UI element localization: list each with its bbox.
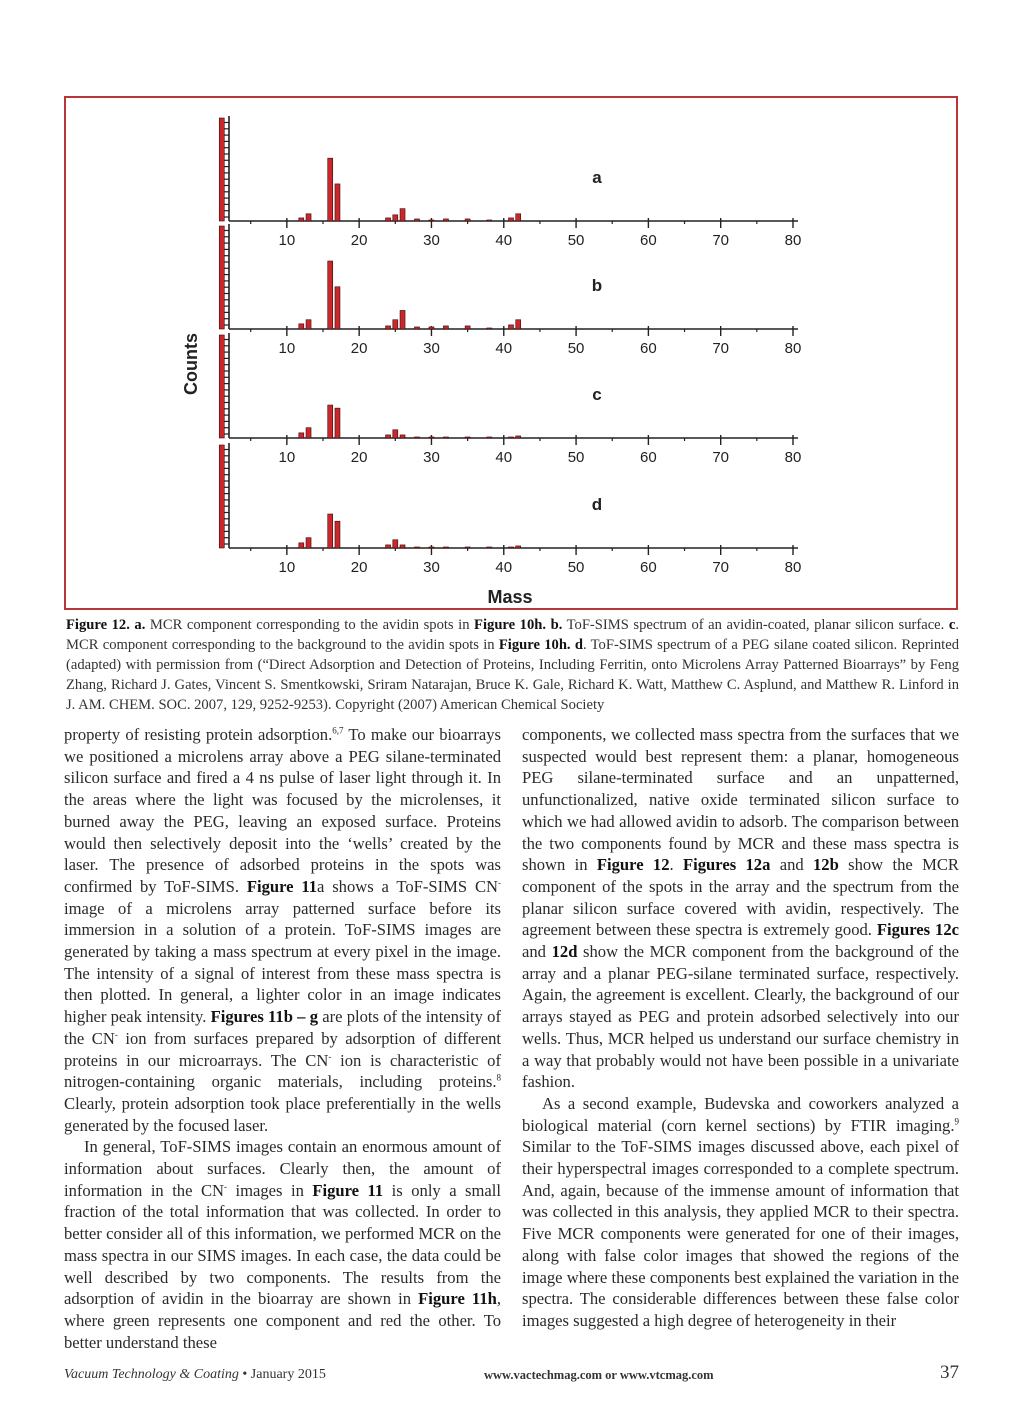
x-tick-label: 30 — [423, 340, 440, 357]
spectrum-bar — [429, 220, 434, 221]
spectrum-bar — [306, 320, 311, 329]
spectrum-bar — [465, 219, 470, 221]
x-tick-label: 70 — [712, 449, 730, 466]
spectrum-bar — [306, 428, 311, 438]
spectrum-bar — [393, 430, 398, 438]
spectrum-bar — [400, 545, 405, 548]
spectrum-bar — [443, 326, 448, 329]
paragraph: As a second example, Budevska and coworkers analyzed a biological material (corn kernel sections) by FTIR imaging.$^9$ Similar to the ToF-SIMS images discussed above, each pixel of their hyperspectral images corresponded to a complete spectrum. And, again, because of the immense amount of information that was collected in this analysis, they applied MCR to their spectra. Five MCR components were generated for one of their images, along with false color images that showed the regions of the image where these components best explained the variation in the spectra. The considerable differences between these false color images suggested a high degree of heterogeneity in their — [522, 1093, 959, 1330]
x-tick-label: 30 — [423, 449, 440, 466]
x-tick-label: 70 — [712, 559, 730, 576]
spectra-chart — [66, 98, 960, 612]
x-tick-label: 10 — [278, 232, 296, 249]
spectrum-bar — [465, 326, 470, 329]
spectrum-bar — [465, 547, 470, 548]
spectrum-bar — [516, 320, 521, 329]
spectrum-bar — [400, 310, 405, 329]
x-tick-label: 30 — [423, 232, 440, 249]
spectrum-bar — [400, 209, 405, 221]
x-tick-label: 50 — [567, 340, 585, 357]
x-tick-label: 60 — [640, 340, 657, 357]
spectrum-bar — [299, 218, 304, 221]
y-axis-label: Counts — [181, 333, 201, 395]
body-column-left — [64, 724, 501, 1353]
spectrum-bar — [516, 436, 521, 438]
panel-label: c — [592, 385, 602, 404]
spectrum-bar — [386, 218, 391, 221]
x-tick-label: 40 — [495, 340, 513, 357]
x-tick-label: 20 — [350, 449, 368, 466]
spectrum-bar — [415, 437, 420, 438]
spectrum-bar — [219, 335, 224, 438]
spectrum-bar — [487, 547, 492, 548]
x-tick-label: 80 — [784, 449, 802, 466]
spectrum-bar — [335, 287, 340, 329]
x-tick-label: 70 — [712, 232, 730, 249]
x-tick-label: 20 — [350, 232, 368, 249]
x-tick-label: 20 — [350, 340, 368, 357]
spectrum-bar — [328, 405, 333, 438]
spectrum-bar — [219, 445, 224, 548]
journal-name: Vacuum Technology & Coating • January 2015 — [64, 1367, 326, 1382]
spectrum-bar — [328, 514, 333, 548]
spectrum-bar — [429, 327, 434, 329]
spectrum-bar — [516, 214, 521, 221]
issue-date: January 2015 — [250, 1367, 326, 1382]
spectrum-bar — [516, 546, 521, 548]
body-column-right — [522, 724, 959, 1332]
page-number: 37 — [940, 1362, 959, 1383]
x-tick-label: 80 — [784, 559, 802, 576]
spectrum-bar — [415, 219, 420, 221]
x-tick-label: 40 — [495, 559, 513, 576]
spectrum-bar — [429, 437, 434, 438]
spectrum-bar — [306, 538, 311, 548]
x-tick-label: 80 — [784, 340, 802, 357]
spectrum-bar — [299, 324, 304, 329]
spectrum-bar — [328, 261, 333, 329]
paragraph: components, we collected mass spectra from the surfaces that we suspected would best represent them: a planar, homogeneous PEG silane-terminated surface and an unpatterned, unfunctionalized, native oxide terminated silicon surface to which we had allowed avidin to adsorb. The comparison between the two components found by MCR and these mass spectra is shown in Figure 12. Figures 12a and 12b show the MCR component of the spots in the array and the spectrum from the planar silicon surface covered with avidin, respectively. The agreement between these spectra is extremely good. Figures 12c and 12d show the MCR component from the background of the array and a planar PEG-silane terminated surface, respectively. Again, the agreement is excellent. Clearly, the background of our arrays stayed as PEG and protein adsorbed selectively into our wells. Thus, MCR helped us understand our surface chemistry in a way that probably would not have been possible in a univariate fashion. — [522, 725, 959, 1092]
spectrum-bar — [299, 543, 304, 548]
spectrum-bar — [509, 437, 514, 438]
x-tick-label: 20 — [350, 559, 368, 576]
figure-12 — [64, 96, 958, 610]
spectrum-bar — [386, 326, 391, 329]
x-axis-label: Mass — [487, 587, 533, 607]
spectrum-bar — [487, 220, 492, 221]
spectrum-bar — [386, 545, 391, 548]
x-tick-label: 30 — [423, 559, 440, 576]
spectrum-bar — [219, 118, 224, 221]
x-tick-label: 40 — [495, 232, 513, 249]
spectrum-bar — [443, 219, 448, 221]
spectrum-bar — [429, 547, 434, 548]
panel-label: b — [591, 276, 603, 295]
spectrum-bar — [306, 214, 311, 221]
panel-label: d — [591, 495, 603, 514]
page-footer — [64, 1364, 959, 1388]
x-tick-label: 60 — [640, 232, 657, 249]
paragraph: property of resisting protein adsorption.$^{6,7}$ To make our bioarrays we positioned a microlens array above a PEG silane-terminated silicon surface and fired a 4 ns pulse of laser light through it. In the areas where the light was focused by the microlenses, it burned away the PEG, leaving an exposed surface. Proteins would then selectively deposit into the ‘wells’ created by the laser. The presence of adsorbed proteins in the spots was confirmed by ToF-SIMS. Figure 11a shows a ToF-SIMS CN- image of a microlens array patterned surface before its immersion in a solution of a protein. ToF-SIMS images are generated by taking a mass spectrum at every pixel in the image. The intensity of a signal of interest from these mass spectra is then plotted. In general, a lighter color in an image indicates higher peak intensity. Figures 11b – g are plots of the intensity of the CN- ion from surfaces prepared by adsorption of different proteins in our microarrays. The CN- ion is characteristic of nitrogen-containing organic materials, including proteins.$^8$ Clearly, protein adsorption took place preferentially in the wells generated by the focused laser. — [64, 725, 502, 1135]
spectrum-bar — [328, 158, 333, 221]
spectrum-bar — [509, 325, 514, 329]
panel-label: a — [592, 168, 602, 187]
x-tick-label: 60 — [640, 559, 657, 576]
x-tick-label: 50 — [567, 559, 585, 576]
spectrum-bar — [393, 215, 398, 221]
spectrum-bar — [487, 437, 492, 438]
figure-caption: Figure 12. a. MCR component corresponding to the avidin spots in Figure 10h. b. ToF-SIMS spectrum of an avidin-coated, planar silicon surface. c. MCR component corresponding to the background to the avidin spots in Figure 10h. d. ToF-SIMS spectrum of a PEG silane coated silicon. Reprinted (adapted) with permission from (“Direct Adsorption and Detection of Proteins, Including Ferritin, onto Microlens Array Patterned Bioarrays” by Feng Zhang, Richard J. Gates, Vincent S. Smentkowski, Sriram Natarajan, Bruce K. Gale, Richard K. Watt, Matthew C. Asplund, and Matthew R. Linford in J. AM. CHEM. SOC. 2007, 129, 9252-9253). Copyright (2007) American Chemical Society — [66, 617, 959, 713]
spectrum-bar — [299, 433, 304, 438]
spectrum-bar — [465, 437, 470, 438]
x-tick-label: 10 — [278, 559, 296, 576]
x-tick-label: 10 — [278, 340, 296, 357]
spectrum-bar — [335, 184, 340, 221]
x-tick-label: 40 — [495, 449, 513, 466]
x-tick-label: 80 — [784, 232, 802, 249]
x-tick-label: 60 — [640, 449, 657, 466]
x-tick-label: 50 — [567, 232, 585, 249]
spectrum-bar — [487, 328, 492, 329]
paragraph: In general, ToF-SIMS images contain an enormous amount of information about surfaces. Clearly then, the amount of information in the CN- images in Figure 11 is only a small fraction of the total information that was collected. In order to better consider all of this information, we performed MCR on the mass spectra in our SIMS images. In each case, the data could be well described by two components. The results from the adsorption of avidin in the bioarray are shown in Figure 11h, where green represents one component and red the other. To better understand these — [64, 1137, 501, 1352]
caption-fig-label: Figure 12. a. — [66, 617, 146, 633]
spectrum-bar — [393, 320, 398, 329]
spectrum-bar — [335, 521, 340, 548]
x-tick-label: 10 — [278, 449, 296, 466]
spectrum-bar — [443, 437, 448, 438]
spectrum-bar — [509, 547, 514, 548]
x-tick-label: 70 — [712, 340, 730, 357]
spectrum-bar — [415, 327, 420, 329]
website-url: www.vactechmag.com or www.vtcmag.com — [484, 1368, 714, 1382]
spectrum-bar — [415, 547, 420, 548]
x-tick-label: 50 — [567, 449, 585, 466]
spectrum-bar — [400, 435, 405, 438]
spectrum-bar — [393, 540, 398, 548]
spectrum-bar — [443, 547, 448, 548]
spectrum-bar — [219, 226, 224, 329]
spectrum-bar — [335, 408, 340, 438]
spectrum-bar — [386, 435, 391, 438]
spectrum-bar — [509, 218, 514, 221]
